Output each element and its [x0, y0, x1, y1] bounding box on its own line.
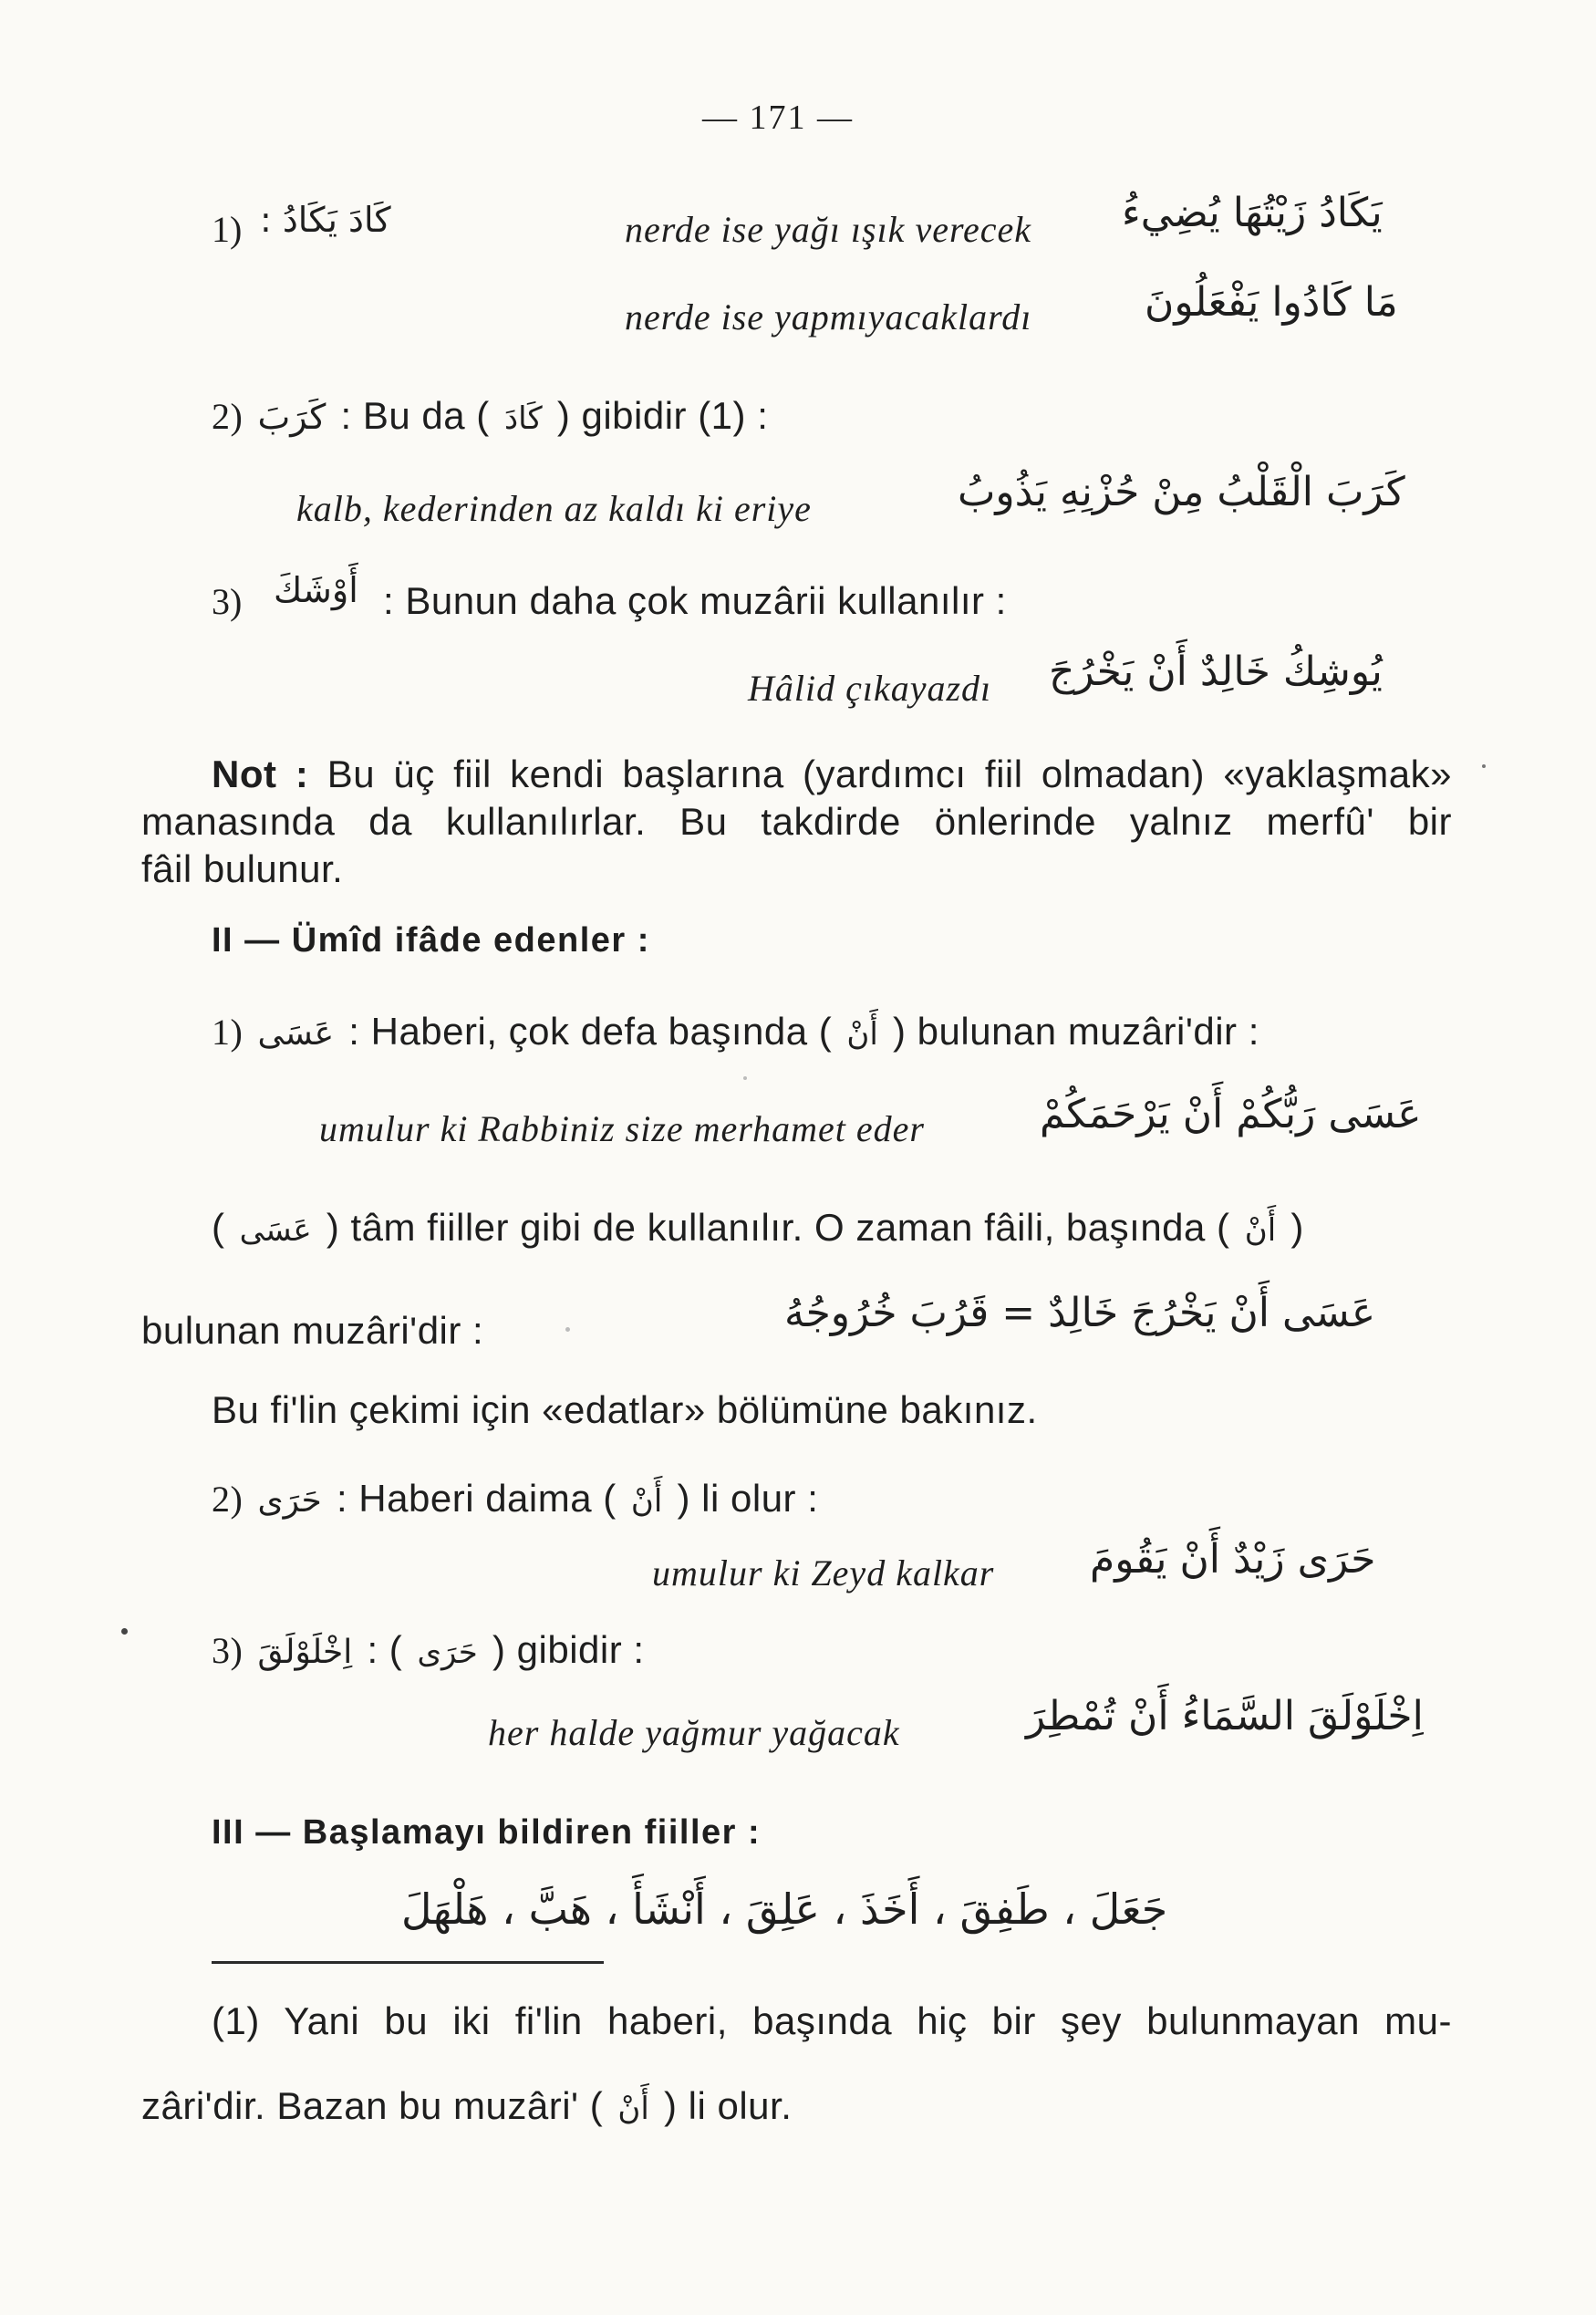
inline-arabic: أَنْ: [617, 2091, 649, 2127]
inline-arabic: أَنْ: [846, 1016, 878, 1053]
item-text: : Bu da (: [340, 394, 490, 437]
note-line: manasında da kullanılırlar. Bu takdirde önlerinde yalnız merfû' bir: [141, 800, 1452, 843]
inline-arabic: عَسَى: [239, 1212, 312, 1249]
footnote-line: [141, 2084, 793, 2127]
example-arabic: عَسَى أَنْ يَخْرُجَ خَالِدٌ = قَرُبَ خُرُوجُهُ: [784, 1290, 1376, 1336]
note-line: fâil bulunur.: [141, 847, 344, 890]
paren: ): [1290, 1206, 1304, 1249]
item-number: 3): [212, 1630, 244, 1671]
example-translation: nerde ise yapmıyacaklardı: [625, 296, 1032, 337]
reference-line: Bu fi'lin çekimi için «edatlar» bölümüne bakınız.: [212, 1388, 1038, 1431]
item-text: ) gibidir :: [492, 1628, 645, 1671]
example-arabic: مَا كَادُوا يَفْعَلُونَ: [1145, 279, 1398, 326]
page-number: — 171 —: [702, 99, 854, 137]
note-line: [212, 755, 1452, 794]
note-label: Not :: [212, 753, 309, 795]
example-translation: her halde yağmur yağacak: [488, 1712, 900, 1753]
example-translation: umulur ki Zeyd kalkar: [652, 1552, 995, 1594]
scan-speck: [121, 1628, 128, 1635]
item-text: ) li olur :: [677, 1477, 819, 1520]
example-translation: umulur ki Rabbiniz size merhamet eder: [319, 1108, 925, 1149]
item-line: [212, 1012, 1259, 1051]
example-arabic: حَرَى زَيْدٌ أَنْ يَقُومَ: [1090, 1536, 1376, 1583]
item-number: 1): [212, 209, 243, 250]
arabic-verb: كَرَبَ: [257, 397, 326, 437]
inline-arabic: حَرَى: [417, 1635, 478, 1671]
arabic-verb: حَرَى: [257, 1482, 322, 1520]
example-arabic: يَكَادُ زَيْتُهَا يُضِيءُ: [1122, 190, 1383, 236]
scan-speck: [565, 1327, 570, 1332]
text-line: [212, 1206, 1304, 1249]
arabic-verb-list: جَعَلَ ، طَفِقَ ، أَخَذَ ، عَلِقَ ، أَنْشَأَ ، هَبَّ ، هَلْهَلَ: [401, 1884, 1168, 1934]
item-text: : Bunun daha çok muzârii kullanılır :: [383, 579, 1007, 622]
arabic-verb: أَوْشَكَ: [274, 570, 358, 610]
example-arabic: عَسَى رَبُّكُمْ أَنْ يَرْحَمَكُمْ: [1040, 1091, 1422, 1137]
arabic-verb: اِخْلَوْلَقَ: [257, 1634, 353, 1671]
text: ) tâm fiiller gibi de kullanılır. O zaman fâili, başında (: [326, 1206, 1230, 1249]
arabic-verb: عَسَى: [257, 1015, 335, 1053]
item-number: 3): [212, 581, 243, 622]
item-text: ) bulunan muzâri'dir :: [893, 1010, 1259, 1053]
example-translation: Hâlid çıkayazdı: [748, 668, 992, 709]
item-text: : Haberi daima (: [336, 1477, 617, 1520]
note-text: Bu üç fiil kendi başlarına (yardımcı fiil olmadan) «yaklaşmak»: [326, 753, 1452, 795]
paren: (: [212, 1206, 225, 1249]
item-line: [212, 394, 769, 437]
example-translation: nerde ise yağı ışık verecek: [625, 209, 1032, 250]
item-line: [212, 1479, 818, 1518]
inline-arabic: أَنْ: [1244, 1212, 1277, 1249]
example-arabic: اِخْلَوْلَقَ السَّمَاءُ أَنْ تُمْطِرَ: [1026, 1693, 1424, 1739]
item-number: 2): [212, 1479, 244, 1520]
footnote-text: zâri'dir. Bazan bu muzâri' (: [141, 2084, 604, 2127]
item-number: 1): [212, 1012, 244, 1053]
inline-arabic: أَنْ: [630, 1483, 663, 1520]
example-arabic: يُوشِكُ خَالِدٌ أَنْ يَخْرُجَ: [1049, 649, 1383, 695]
inline-arabic: كَادَ: [503, 400, 543, 437]
footnote-rule: [212, 1961, 604, 1964]
text-line: bulunan muzâri'dir :: [141, 1309, 484, 1352]
item-number: 2): [212, 396, 244, 437]
section-heading: III — Başlamayı bildiren fiiller :: [212, 1813, 762, 1852]
example-arabic: كَرَبَ الْقَلْبُ مِنْ حُزْنِهِ يَذُوبُ: [958, 469, 1405, 515]
scan-speck: [1482, 764, 1486, 768]
item-line: [212, 1628, 645, 1671]
footnote-line: (1) Yani bu iki fi'lin haberi, başında hiç bir şey bulunmayan mu-: [212, 1999, 1452, 2042]
scan-speck: [743, 1076, 747, 1080]
item-text: : (: [367, 1628, 403, 1671]
item-text: : Haberi, çok defa başında (: [348, 1010, 833, 1053]
footnote-text: ) li olur.: [664, 2084, 793, 2127]
arabic-verb: كَادَ يَكَادُ :: [260, 200, 391, 240]
item-text: ) gibidir (1) :: [556, 394, 769, 437]
section-heading: II — Ümîd ifâde edenler :: [212, 921, 650, 960]
example-translation: kalb, kederinden az kaldı ki eriye: [296, 488, 812, 529]
